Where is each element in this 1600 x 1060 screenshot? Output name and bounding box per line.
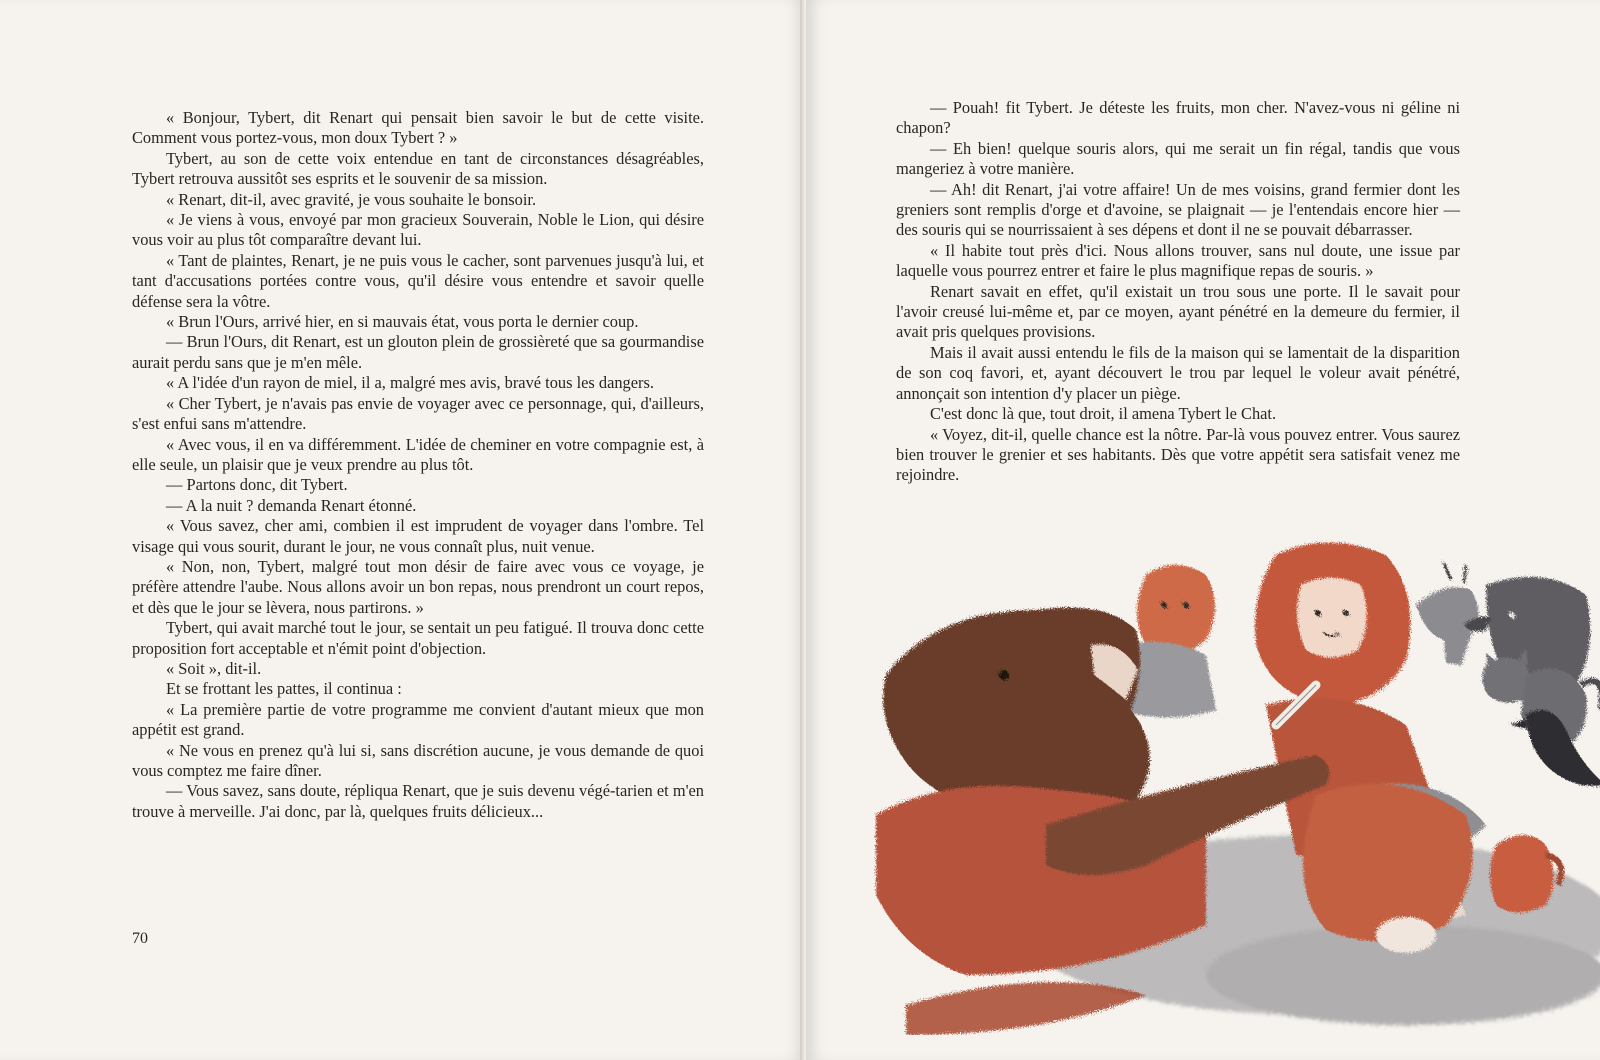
paragraph: Mais il avait aussi entendu le fils de la maison qui se lamentait de la disparition de son coq favori, et, ayant découvert le trou par lequel le voleur avait pénétré, annonçait son intention d'y placer un piège. xyxy=(896,342,1460,403)
page-number: 70 xyxy=(132,930,148,947)
paragraph: — Pouah! fit Tybert. Je déteste les fruits, mon cher. N'avez-vous ni géline ni chapon? xyxy=(896,98,1460,138)
paragraph: « Non, non, Tybert, malgré tout mon désir de faire avec vous ce voyage, je préfère attendre l'aube. Nous allons avoir un bon repas, nous prendront un court repos, et dès que le jour se lèvera, nous partirons. » xyxy=(132,556,704,617)
paragraph: « Voyez, dit-il, quelle chance est la nôtre. Par-là vous pouvez entrer. Vous saurez bien trouver le grenier et ses habitants. Dès que votre appétit sera satisfait venez me rejoindre. xyxy=(896,424,1460,485)
paragraph: « Renart, dit-il, avec gravité, je vous souhaite le bonsoir. xyxy=(166,189,537,209)
paragraph: — Partons donc, dit Tybert. xyxy=(166,475,348,495)
paragraph: — A la nuit ? demanda Renart étonné. xyxy=(166,495,417,515)
court-illustration xyxy=(846,535,1600,1035)
paragraph: « Avec vous, il en va différemment. L'idée de cheminer en votre compagnie est, à elle seule, un plaisir que je veux prendre au plus tôt. xyxy=(132,434,704,474)
right-page-text xyxy=(896,98,1460,486)
paragraph: « Il habite tout près d'ici. Nous allons trouver, sans nul doute, une issue par laquelle vous pourrez entrer et faire le plus magnifique repas de souris. » xyxy=(896,240,1460,281)
paragraph: Tybert, au son de cette voix entendue en tant de circonstances désagréables, Tybert retrouva aussitôt ses esprits et le souvenir de sa mission. xyxy=(132,148,704,189)
paragraph: Et se frottant les pattes, il continua : xyxy=(166,679,402,699)
paragraph: « Tant de plaintes, Renart, je ne puis vous le cacher, sont parvenues jusqu'à lui, et tant d'accusations portées contre vous, qu'il désire vous entendre et savoir quelle défense sera la vôtre. xyxy=(132,250,704,311)
right-page xyxy=(806,0,1600,1060)
paragraph: « Vous savez, cher ami, combien il est imprudent de voyager dans l'ombre. Tel visage qui vous sourit, durant le jour, ne vous connaît plus, nuit venue. xyxy=(132,516,704,556)
paragraph: « A l'idée d'un rayon de miel, il a, malgré mes avis, bravé tous les dangers. xyxy=(166,373,654,393)
paragraph: « Bonjour, Tybert, dit Renart qui pensait bien savoir le but de cette visite. Comment vous portez-vous, mon doux Tybert ? » xyxy=(132,108,704,148)
paragraph: — Eh bien! quelque souris alors, qui me serait un fin régal, tandis que vous mangeriez à votre manière. xyxy=(896,138,1460,179)
paragraph: « Ne vous en prenez qu'à lui si, sans discrétion aucune, je vous demande de quoi vous comptez me faire dîner. xyxy=(132,740,704,780)
goat-figure xyxy=(1416,563,1479,665)
paragraph: Renart savait en effet, qu'il existait un trou sous une porte. Il le savait pour l'avoir creusé lui-même et, par ce moyen, ayant pénétré en la demeure du fermier, il avait pris quelques provisions. xyxy=(896,281,1460,342)
paragraph: C'est donc là que, tout droit, il amena Tybert le Chat. xyxy=(930,404,1277,424)
crow-figure xyxy=(1510,710,1600,786)
paragraph: Tybert, qui avait marché tout le jour, se sentait un peu fatigué. Il trouva donc cette proposition fort acceptable et n'émit point d'objection. xyxy=(132,618,704,658)
paragraph: « Cher Tybert, je n'avais pas envie de voyager avec ce personnage, qui, d'ailleurs, s'est enfui sans m'attendre. xyxy=(132,393,704,434)
paragraph: — Brun l'Ours, dit Renart, est un glouton plein de grossièreté que sa gourmandise aurait perdu sans que je m'en mêle. xyxy=(132,332,704,372)
paragraph: « Brun l'Ours, arrivé hier, en si mauvais état, vous porta le dernier coup. xyxy=(166,312,639,332)
paragraph: « Je viens à vous, envoyé par mon gracieux Souverain, Noble le Lion, qui désire vous voir au plus tôt comparaître devant lui. xyxy=(132,210,704,250)
paragraph: — Vous savez, sans doute, répliqua Renart, que je suis devenu végé-tarien et m'en trouve à merveille. J'ai donc, par là, quelques fruits délicieux... xyxy=(132,781,704,821)
left-page-text xyxy=(132,108,704,822)
paragraph: « La première partie de votre programme me convient d'autant mieux que mon appétit est grand. xyxy=(132,699,704,740)
paragraph: « Soit », dit-il. xyxy=(166,658,262,678)
paragraph: — Ah! dit Renart, j'ai votre affaire! Un de mes voisins, grand fermier dont les greniers sont remplis d'orge et d'avoine, se plaignait — je l'entendais encore hier — des souris qui se nourrissaient à ses dépens et dont il ne se pouvait débarrasser. xyxy=(896,179,1460,240)
